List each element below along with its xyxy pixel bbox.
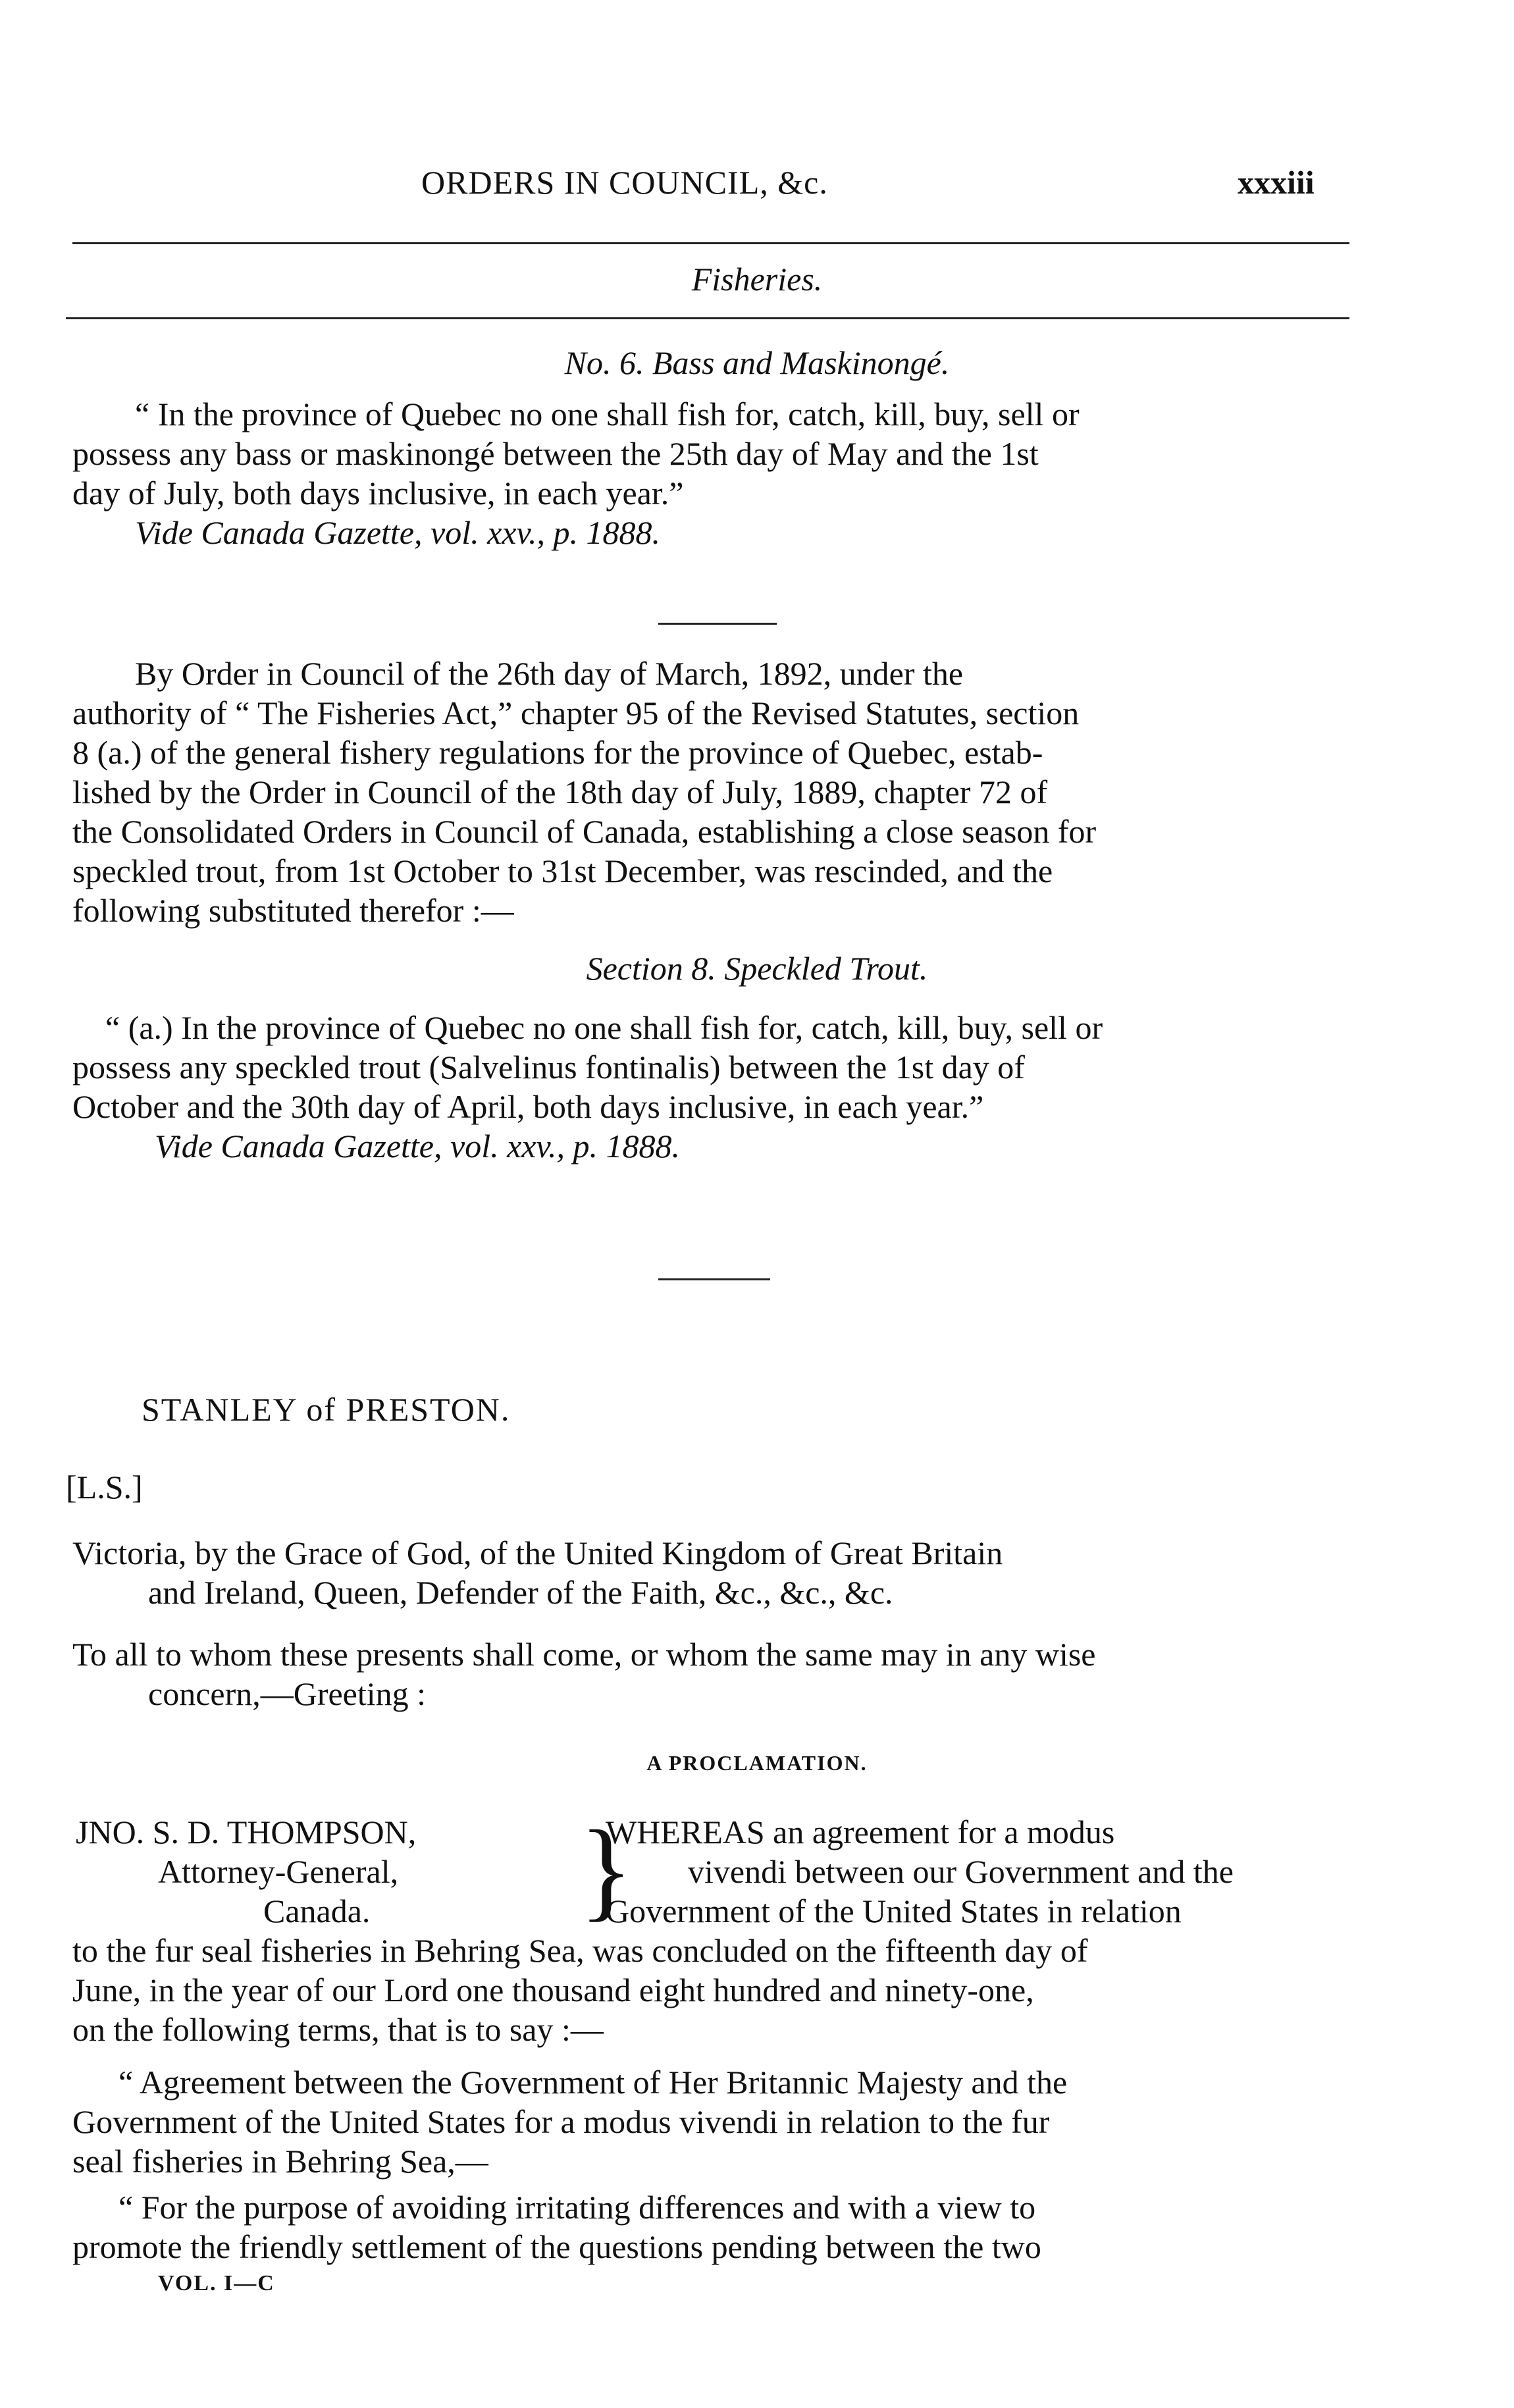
order1-line: possess any bass or maskinongé between the 25th day of May and the 1st <box>72 435 1039 472</box>
seal: [L.S.] <box>66 1469 143 1505</box>
greeting-line: To all to whom these presents shall come, or whom the same may in any wise <box>72 1636 1096 1673</box>
order2-line: authority of “ The Fisheries Act,” chapter 95 of the Revised Statutes, section <box>72 694 1080 731</box>
agreement-line: Government of the United States for a modus vivendi in relation to the fur <box>72 2103 1050 2140</box>
purpose-line: “ For the purpose of avoiding irritating differences and with a view to <box>118 2189 1036 2226</box>
order1-vide: Vide Canada Gazette, vol. xxv., p. 1888. <box>135 514 660 551</box>
attorney-line: JNO. S. D. THOMPSON, <box>76 1814 417 1850</box>
whereas-line: WHEREAS an agreement for a modus <box>606 1814 1115 1850</box>
attorney-line: Canada. <box>263 1893 371 1929</box>
victoria-line: and Ireland, Queen, Defender of the Faith, &c., &c., &c. <box>148 1574 893 1611</box>
order2-quote-line: October and the 30th day of April, both days inclusive, in each year.” <box>72 1088 984 1125</box>
greeting-line: concern,—Greeting : <box>148 1675 427 1712</box>
order2-line: lished by the Order in Council of the 18th day of July, 1889, chapter 72 of <box>72 773 1048 810</box>
order2-vide: Vide Canada Gazette, vol. xxv., p. 1888. <box>155 1128 680 1165</box>
order2-quote-line: possess any speckled trout (Salvelinus fontinalis) between the 1st day of <box>72 1049 1025 1086</box>
order2-line: the Consolidated Orders in Council of Canada, establishing a close season for <box>72 813 1097 850</box>
brace: } <box>579 1808 633 1931</box>
signature-mark: VOL. I—C <box>158 2271 275 2295</box>
divider <box>658 623 777 625</box>
body-line: to the fur seal fisheries in Behring Sea, was concluded on the fifteenth day of <box>72 1932 1088 1969</box>
proclamation-title: A PROCLAMATION. <box>646 1751 868 1775</box>
order2-line: 8 (a.) of the general fishery regulations for the province of Quebec, estab- <box>72 734 1043 771</box>
order2-line: following substituted therefor :— <box>72 892 514 929</box>
page-number: xxxiii <box>1238 164 1315 201</box>
order1-line: day of July, both days inclusive, in each year.” <box>72 475 684 511</box>
signer: STANLEY of PRESTON. <box>142 1391 511 1428</box>
section-title: Fisheries. <box>691 261 823 298</box>
order1-line: “ In the province of Quebec no one shall fish for, catch, kill, buy, sell or <box>135 396 1080 432</box>
whereas-line: Government of the United States in relation <box>606 1893 1182 1929</box>
order2-line: speckled trout, from 1st October to 31st December, was rescinded, and the <box>72 852 1053 889</box>
agreement-line: seal fisheries in Behring Sea,— <box>72 2143 488 2180</box>
attorney-line: Attorney-General, <box>158 1853 399 1890</box>
agreement-line: “ Agreement between the Government of Her Britannic Majesty and the <box>118 2064 1068 2101</box>
body-line: on the following terms, that is to say :— <box>72 2011 604 2048</box>
body-line: June, in the year of our Lord one thousand eight hundred and ninety-one, <box>72 1972 1034 2008</box>
whereas-line: vivendi between our Government and the <box>688 1853 1234 1890</box>
order2-line: By Order in Council of the 26th day of March, 1892, under the <box>135 655 964 692</box>
purpose-line: promote the friendly settlement of the questions pending between the two <box>72 2228 1041 2265</box>
order2-heading: Section 8. Speckled Trout. <box>586 950 928 987</box>
order2-quote-line: “ (a.) In the province of Quebec no one shall fish for, catch, kill, buy, sell or <box>105 1009 1103 1046</box>
victoria-line: Victoria, by the Grace of God, of the United Kingdom of Great Britain <box>72 1534 1003 1571</box>
header-rule-top <box>72 242 1349 244</box>
order1-heading: No. 6. Bass and Maskinongé. <box>564 344 950 381</box>
running-title: ORDERS IN COUNCIL, &c. <box>421 164 828 201</box>
divider <box>658 1278 770 1280</box>
header-rule-bottom <box>66 317 1349 319</box>
